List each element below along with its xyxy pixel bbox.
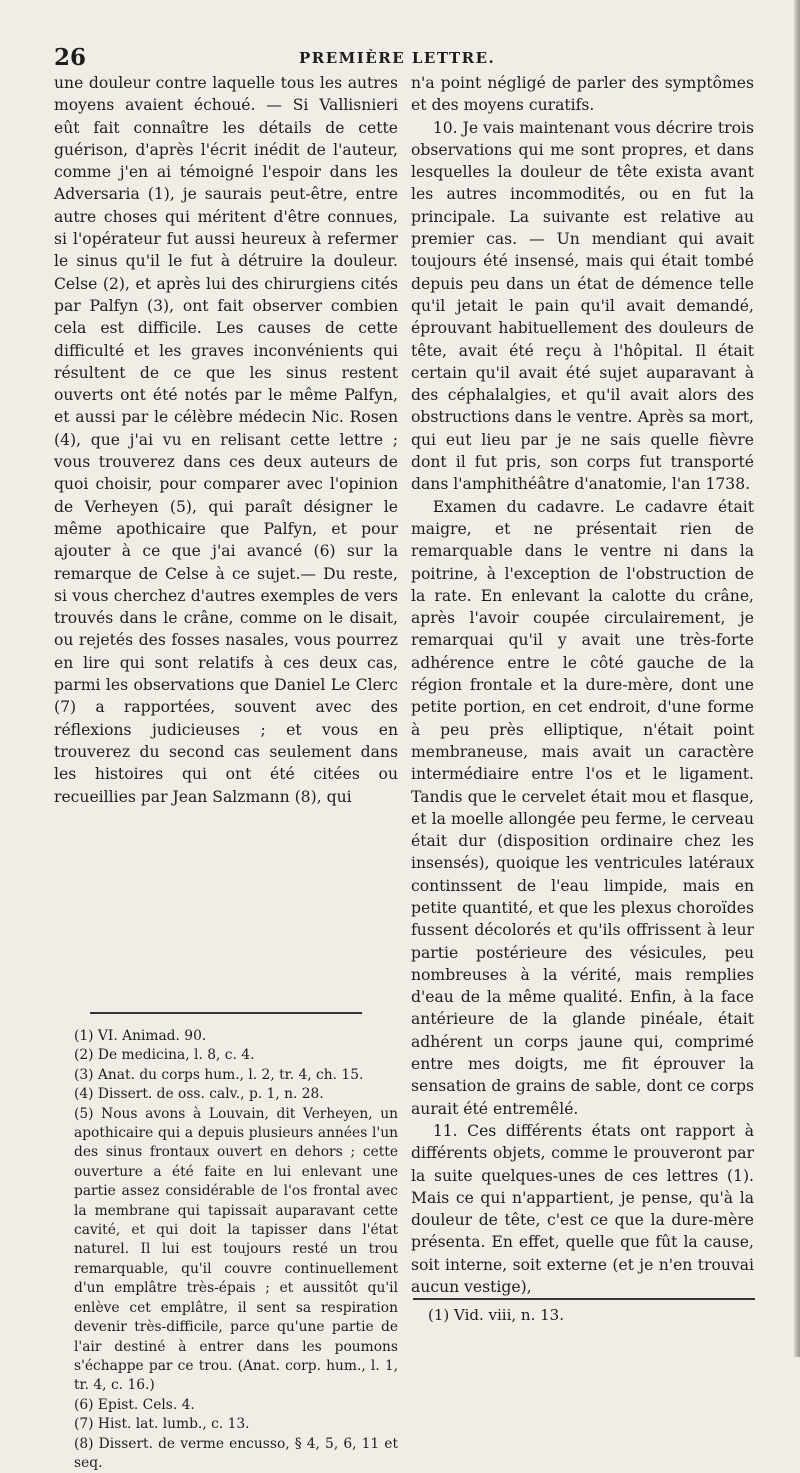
right-paragraph-continuation: n'a point négligé de parler des symptômes et des moyens curatifs.: [411, 74, 754, 115]
running-head: PREMIÈRE LETTRE.: [299, 49, 496, 67]
left-paragraph: une douleur contre laquelle tous les autres moyens avaient échoué. — Si Vallisnieri eût fait connaître les détails de cette guérison, d'après l'écrit inédit de l'auteur, comme j'en ai témoigné l'espoir dans les Adversaria (1), je saurais peut-être, entre autre choses qui méritent d'être connues, si l'opérateur fut aussi heureux à refermer le sinus qu'il le fut à détruire la douleur. Celse (2), et après lui des chirurgiens cités par Palfyn (3), ont fait observer combien cela est difficile. Les causes de cette difficulté et les graves inconvénients qui résultent de ce que les sinus restent ouverts ont été notés par le même Palfyn, et aussi par le célèbre médecin Nic. Rosen (4), que j'ai vu en relisant cette lettre ; vous trouverez dans ces deux auteurs de quoi choisir, pour comparer avec l'opinion de Verheyen (5), qui paraît désigner le même apothicaire que Palfyn, et pour ajouter à ce que j'ai avancé (6) sur la remarque de Celse à ce sujet.— Du reste, si vous cherchez d'autres exemples de vers trouvés dans le crâne, comme on le disait, ou rejetés des fosses nasales, vous pourrez en lire qui sont relatifs à ces deux cas, parmi les observations que Daniel Le Clerc (7) a rapportées, souvent avec des réflexions judicieuses ; et vous en trouverez du second cas seulement dans les histoires qui ont été citées ou recueillies par Jean Salzmann (8), qui: [54, 74, 398, 806]
right-paragraph-examen: Examen du cadavre. Le cadavre était maigre, et ne présentait rien de remarquable dans le ventre ni dans la poitrine, à l'exception de l'obstruction de la rate. En enlevant la calotte du crâne, après l'avoir coupée circulairement, je remarquai qu'il y avait une très-forte adhérence entre le côté gauche de la région frontale et la dure-mère, dont une petite portion, en cet endroit, d'une forme à peu près elliptique, n'était point membraneuse, mais avait un caractère intermédiaire entre l'os et le ligament. Tandis que le cervelet était mou et flasque, et la moelle allongée peu ferme, le cerveau était dur (disposition ordinaire chez les insensés), quoique les ventricules latéraux continssent de l'eau limpide, mais en petite quantité, et que les plexus choroïdes fussent décolorés et qu'ils offrissent à leur partie postérieure des vésicules, peu nombreuses à la vérité, mais remplies d'eau de la même qualité. Enfin, à la face antérieure de la glande pinéale, était adhérent un corps jaune qui, comprimé entre mes doigts, me fit éprouver la sensation de grains de sable, dont ce corps aurait été entremêlé.: [411, 497, 754, 1118]
footnote-1: (1) VI. Animad. 90.: [74, 1028, 207, 1044]
footnote-divider-right: [413, 1298, 755, 1300]
footnote-5: (5) Nous avons à Louvain, dit Verheyen, un apothicaire qui a depuis plusieurs années l'un des sinus frontaux ouvert en dehors ; cette ouverture a été faite en lui enlevant une partie assez considérable de l'os frontal avec la membrane qui tapissait auparavant cette cavité, et qui doit la tapisser dans l'état naturel. Il lui est toujours resté un trou remarquable, qu'il couvre continuellement d'un emplâtre très-épais ; et aussitôt qu'il enlève cet emplâtre, il sent sa respiration devenir très-difficile, parce qu'une partie de l'air destiné à entrer dans les poumons s'échappe par ce trou. (Anat. corp. hum., l. 1, tr. 4, c. 16.): [74, 1105, 398, 1394]
left-footnotes: [54, 1027, 398, 1473]
footnote-3: (3) Anat. du corps hum., l. 2, tr. 4, ch. 15.: [74, 1066, 364, 1083]
right-paragraph-observation: 10. Je vais maintenant vous décrire trois observations qui me sont propres, et dans lesquelles la douleur de tête exista avant les autres incommodités, ou en fut la principale. La suivante est relative au premier cas. — Un mendiant qui avait toujours été insensé, mais qui était tombé depuis peu dans un état de démence telle qu'il jetait le pain qu'il avait demandé, éprouvant habituellement des douleurs de tête, avait été reçu à l'hôpital. Il était certain qu'il avait été sujet auparavant à des céphalalgies, et qu'il avait alors des obstructions dans le ventre. Après sa mort, qui eut lieu par je ne sais quelle fièvre dont il fut pris, son corps fut transporté dans l'amphithéâtre d'anatomie, l'an 1738.: [411, 118, 754, 494]
footnote-divider-left: [90, 1012, 362, 1014]
right-column: [411, 72, 754, 1298]
left-column: [54, 72, 398, 808]
footnote-6: (6) Epist. Cels. 4.: [74, 1396, 195, 1413]
page-header: [54, 44, 770, 74]
footnote-4: (4) Dissert. de oss. calv., p. 1, n. 28.: [74, 1086, 324, 1103]
page-number: 26: [54, 44, 87, 71]
footnote-8: (8) Dissert. de verme encusso, § 4, 5, 6, 11 et seq.: [74, 1435, 398, 1471]
right-footnote: (1) Vid. viii, n. 13.: [428, 1306, 564, 1324]
right-paragraph-11: 11. Ces différents états ont rapport à différents objets, comme le prouveront par la suite quelques-unes de ces lettres (1). Mais ce qui n'appartient, je pense, qu'à la douleur de tête, c'est ce que la dure-mère présenta. En effet, quelle que fût la cause, soit interne, soit externe (et je n'en trouvai aucun vestige),: [411, 1121, 754, 1297]
footnote-7: (7) Hist. lat. lumb., c. 13.: [74, 1416, 250, 1433]
page-edge: [794, 0, 800, 1357]
footnote-2: (2) De medicina, l. 8, c. 4.: [74, 1047, 255, 1064]
